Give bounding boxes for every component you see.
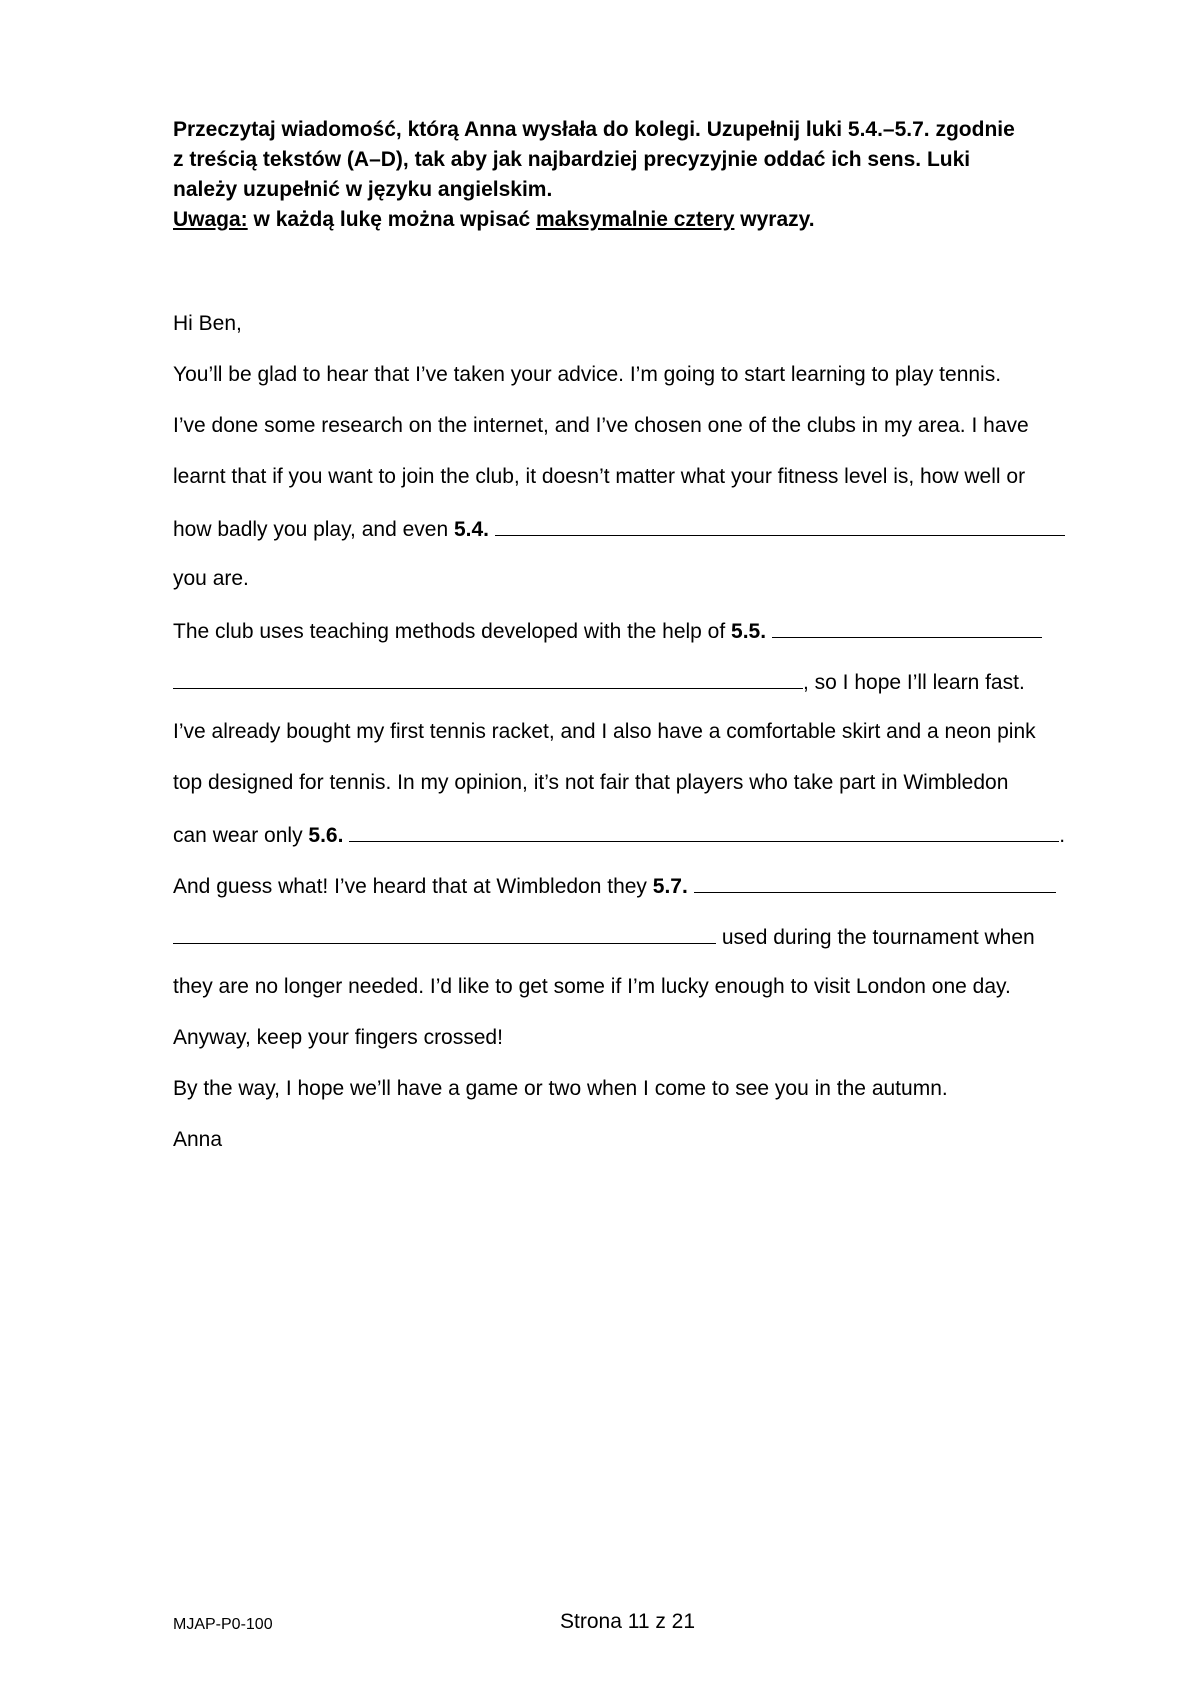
letter-line-5: you are. bbox=[173, 567, 249, 590]
instruction-note bbox=[173, 205, 1093, 235]
letter-line-8: I’ve already bought my first tennis racket, and I also have a comfortable skirt and a neon pink bbox=[173, 720, 1036, 743]
line-12-text: used during the tournament when bbox=[716, 926, 1035, 949]
instruction-line-2: z treścią tekstów (A–D), tak aby jak najbardziej precyzyjnie oddać ich sens. Luki bbox=[173, 148, 971, 171]
instruction-line-1: Przeczytaj wiadomość, którą Anna wysłała do kolegi. Uzupełnij luki 5.4.–5.7. zgodnie bbox=[173, 118, 1015, 141]
letter-line-4 bbox=[173, 515, 1065, 543]
letter-line-10 bbox=[173, 821, 1065, 849]
gap-5-6-number: 5.6. bbox=[308, 824, 344, 847]
line-11-text: And guess what! I’ve heard that at Wimbledon they bbox=[173, 875, 653, 898]
letter-line-13: they are no longer needed. I’d like to get some if I’m lucky enough to visit London one day. bbox=[173, 975, 1011, 998]
letter-line-7 bbox=[173, 668, 1025, 696]
note-text-2: wyrazy. bbox=[734, 208, 815, 231]
exam-code: MJAP-P0-100 bbox=[173, 1616, 273, 1633]
letter-greeting: Hi Ben, bbox=[173, 312, 242, 335]
note-emphasis: maksymalnie cztery bbox=[535, 208, 735, 231]
gap-5-4-number: 5.4. bbox=[453, 518, 489, 541]
letter-line-3: learnt that if you want to join the club, it doesn’t matter what your fitness level is, how well or bbox=[173, 465, 1026, 488]
line-4-text: how badly you play, and even bbox=[173, 518, 454, 541]
gap-5-7-number: 5.7. bbox=[652, 875, 688, 898]
letter-line-6 bbox=[173, 617, 1042, 645]
letter-line-2: I’ve done some research on the internet, and I’ve chosen one of the clubs in my area. I have bbox=[173, 414, 1029, 437]
gap-5-5-blank-b[interactable] bbox=[173, 668, 803, 689]
page-number: Strona 11 z 21 bbox=[560, 1610, 696, 1633]
note-label: Uwaga: bbox=[173, 208, 248, 231]
line-7-text: , so I hope I’ll learn fast. bbox=[803, 671, 1025, 694]
gap-5-5-blank-a[interactable] bbox=[772, 617, 1042, 638]
gap-5-7-blank-b[interactable] bbox=[173, 923, 716, 944]
letter-signature: Anna bbox=[173, 1128, 223, 1151]
letter-line-11 bbox=[173, 872, 1056, 900]
letter-line-14: Anyway, keep your fingers crossed! bbox=[173, 1026, 503, 1049]
letter-line-1: You’ll be glad to hear that I’ve taken your advice. I’m going to start learning to play tennis. bbox=[173, 363, 1002, 386]
line-6-text: The club uses teaching methods developed with the help of bbox=[173, 620, 732, 643]
letter-line-9: top designed for tennis. In my opinion, it’s not fair that players who take part in Wimbledon bbox=[173, 771, 1009, 794]
line-10-end: . bbox=[1059, 824, 1066, 847]
task-instructions bbox=[173, 115, 1093, 235]
letter-line-12 bbox=[173, 923, 1035, 951]
instruction-line-3: należy uzupełnić w języku angielskim. bbox=[173, 178, 553, 201]
gap-5-6-blank[interactable] bbox=[349, 821, 1059, 842]
gap-5-5-number: 5.5. bbox=[731, 620, 767, 643]
letter-line-15: By the way, I hope we’ll have a game or two when I come to see you in the autumn. bbox=[173, 1077, 948, 1100]
line-10-text: can wear only bbox=[173, 824, 309, 847]
note-text-1: w każdą lukę można wpisać bbox=[247, 208, 536, 231]
gap-5-7-blank-a[interactable] bbox=[694, 872, 1056, 893]
gap-5-4-blank[interactable] bbox=[495, 515, 1065, 536]
